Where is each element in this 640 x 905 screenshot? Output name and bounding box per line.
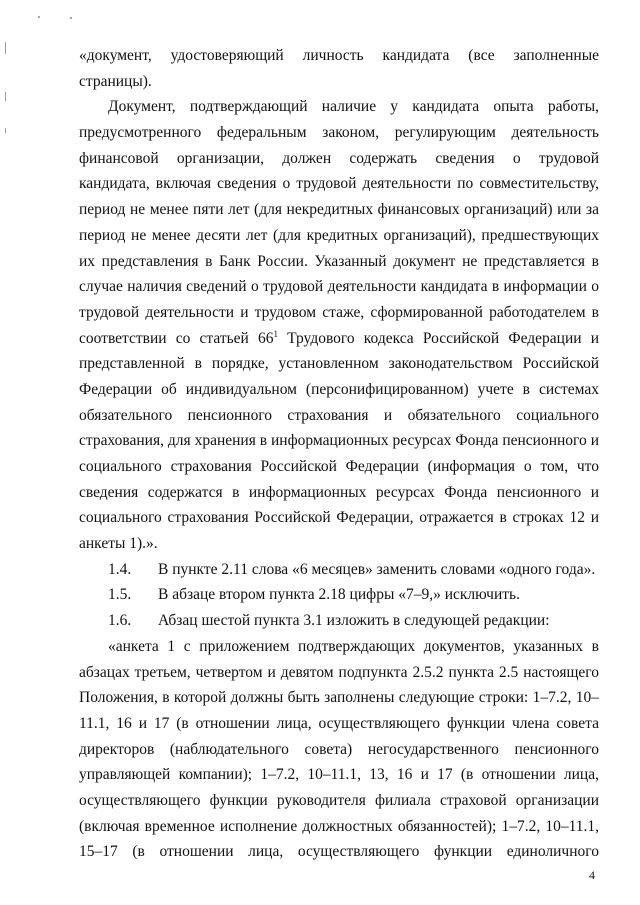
item-number: 1.5. (108, 586, 132, 604)
text-line: Федерации об индивидуальном (персонифицированном) учете в системах (79, 380, 599, 398)
footnote-superscript: 1 (273, 328, 278, 339)
scan-speck (38, 16, 40, 18)
text-line: социального страхования Российской Федерации, отражается в строках 12 и (79, 509, 599, 527)
text-line: их представления в Банк России. Указанный документ не представляется в (79, 252, 599, 270)
text-line: (включая временное исполнение должностных обязанностей); 1–7.2, 10–11.1, (79, 817, 599, 835)
text-line: финансовой организации, должен содержать сведения о трудовой (79, 149, 599, 167)
text-line: абзацах третьем, четвертом и девятом подпункта 2.5.2 пункта 2.5 настоящего (79, 663, 599, 681)
text-line: период не менее пяти лет (для некредитных финансовых организаций) или за (79, 201, 599, 219)
item-text: В абзаце втором пункта 2.18 цифры «7–9,» исключить. (158, 586, 520, 604)
text-line: 15–17 (в отношении лица, осуществляющего функции единоличного (79, 843, 599, 861)
list-item (79, 608, 599, 634)
text-line: сведения содержатся в информационных ресурсах Фонда пенсионного и (79, 483, 599, 501)
item-number: 1.4. (108, 560, 132, 578)
list-item (79, 557, 599, 583)
text-line-with-footnote (79, 326, 599, 352)
text-line: представленной в порядке, установленном законодательством Российской (79, 355, 599, 373)
text-line: Положения, в которой должны быть заполнены следующие строки: 1–7.2, 10– (79, 689, 599, 707)
text-line: страницы). (79, 72, 152, 90)
text-line: управляющей компании); 1–7.2, 10–11.1, 13, 16 и 17 (в отношении лица, (79, 766, 599, 784)
text-line: период не менее десяти лет (для кредитных организаций), предшествующих (79, 226, 599, 244)
text-line: предусмотренного федеральным законом, регулирующим деятельность (79, 124, 599, 142)
page-number: 4 (589, 868, 595, 882)
text-line: обязательного пенсионного страхования и обязательного социального (79, 406, 599, 424)
text-line: анкеты 1).». (79, 535, 158, 553)
text-line: «анкета 1 с приложением подтверждающих документов, указанных в (108, 637, 599, 655)
scan-speck (70, 17, 72, 19)
text-line: кандидата, включая сведения о трудовой деятельности по совместительству, (79, 175, 599, 193)
item-text: Абзац шестой пункта 3.1 изложить в следующей редакции: (158, 612, 550, 630)
scan-edge-mark (5, 42, 6, 54)
scan-edge-mark (5, 128, 6, 133)
list-item (79, 582, 599, 608)
scan-edge-mark (5, 92, 6, 101)
text-line: директоров (наблюдательного совета) негосударственного пенсионного (79, 740, 599, 758)
item-text: В пункте 2.11 слова «6 месяцев» заменить словами «одного года». (158, 560, 596, 578)
text-line: страхования, для хранения в информационных ресурсах Фонда пенсионного и (79, 432, 599, 450)
text-fragment: Трудового кодекса Российской Федерации и (277, 329, 599, 347)
text-line: социального страхования Российской Федерации (информация о том, что (79, 458, 599, 475)
document-body (79, 43, 599, 865)
text-fragment: соответствии со статьей 66 (79, 329, 274, 347)
text-line: «документ, удостоверяющий личность кандидата (все заполненные (79, 47, 599, 64)
text-line: случае наличия сведений о трудовой деятельности кандидата в информации о (79, 278, 599, 296)
item-number: 1.6. (108, 612, 132, 630)
text-line: трудовой деятельности и трудовом стаже, сформированной работодателем в (79, 303, 599, 321)
text-line: 11.1, 16 и 17 (в отношении лица, осуществляющего функции члена совета (79, 714, 599, 732)
text-line: осуществляющего функции руководителя филиала страховой организации (79, 791, 599, 809)
text-line: Документ, подтверждающий наличие у кандидата опыта работы, (108, 98, 599, 116)
